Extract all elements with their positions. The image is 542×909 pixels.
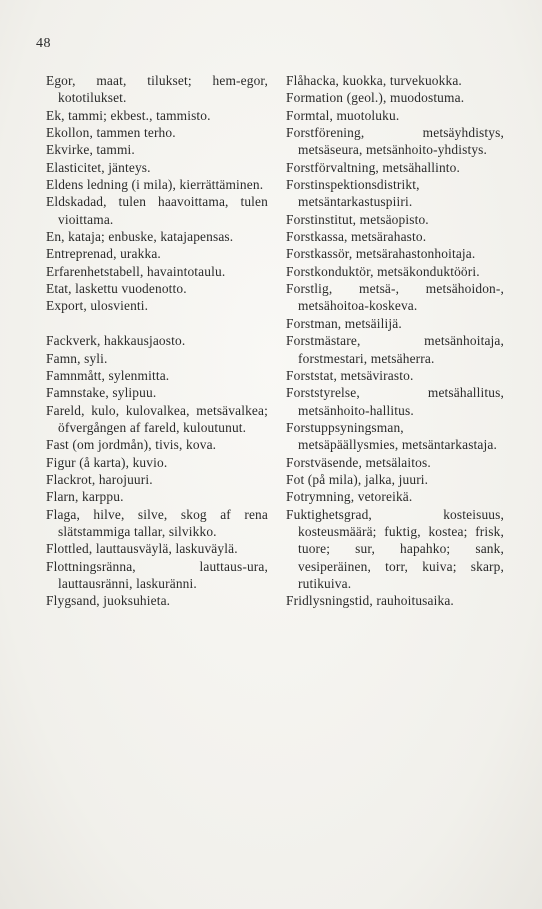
dictionary-entry: Erfarenhetstabell, havaintotaulu. <box>46 263 226 279</box>
dictionary-entry: Fot (på mila), jalka, juuri. <box>286 471 429 487</box>
section-gap <box>46 315 268 332</box>
dictionary-entry: Famnstake, sylipuu. <box>46 385 157 401</box>
dictionary-entry: Flaga, hilve, silve, skog af rena slätstammiga tallar, silvikko. <box>46 506 268 539</box>
dictionary-entry: Forstuppsyningsman, metsäpäällysmies, metsäntarkastaja. <box>286 419 497 453</box>
right-column <box>286 72 504 610</box>
dictionary-entry: Forstlig, metsä-, metsähoidon-, metsähoitoa-koskeva. <box>286 281 504 314</box>
dictionary-entry: Famnmått, sylenmitta. <box>46 367 170 383</box>
dictionary-entry: Formation (geol.), muodostuma. <box>286 90 465 106</box>
dictionary-entry: Forstman, metsäilijä. <box>286 315 402 331</box>
dictionary-entry: Fast (om jordmån), tivis, kova. <box>46 437 217 453</box>
dictionary-entry: Flygsand, juoksuhieta. <box>46 593 171 609</box>
dictionary-entry: Fareld, kulo, kulovalkea, metsävalkea; öfvergången af fareld, kuloutunut. <box>46 402 268 435</box>
dictionary-entry: Etat, laskettu vuodenotto. <box>46 281 187 297</box>
dictionary-entry: Forstmästare, metsänhoitaja, forstmestari, metsäherra. <box>286 333 504 366</box>
dictionary-entry: Flackrot, harojuuri. <box>46 471 153 487</box>
dictionary-entry: Forstkassa, metsärahasto. <box>286 229 427 245</box>
dictionary-entry: Eldskadad, tulen haavoittama, tulen vioittama. <box>46 194 268 227</box>
dictionary-entry: Flottled, lauttausväylä, laskuväylä. <box>46 541 238 557</box>
dictionary-entry: Fackverk, hakkausjaosto. <box>46 333 186 349</box>
dictionary-entry: Forstkonduktör, metsäkonduktööri. <box>286 263 480 279</box>
dictionary-entry: Egor, maat, tilukset; hem-egor, kototilukset. <box>46 73 268 106</box>
dictionary-entry: Formtal, muotoluku. <box>286 107 400 123</box>
dictionary-entry: Figur (å karta), kuvio. <box>46 454 168 470</box>
dictionary-entry: Forstförening, metsäyhdistys, metsäseura, metsänhoito-yhdistys. <box>286 125 504 158</box>
dictionary-entry: Fotrymning, vetoreikä. <box>286 489 413 505</box>
dictionary-entry: Eldens ledning (i mila), kierrättäminen. <box>46 177 264 193</box>
dictionary-entry: Flottningsränna, lauttaus-ura, lauttausränni, laskuränni. <box>46 558 268 591</box>
dictionary-entry: Export, ulosvienti. <box>46 298 149 314</box>
dictionary-entry: Flarn, karppu. <box>46 489 124 505</box>
dictionary-entry: Forststyrelse, metsähallitus, metsänhoito-hallitus. <box>286 385 504 418</box>
dictionary-entry: Forststat, metsävirasto. <box>286 367 414 383</box>
dictionary-entry: Forstkassör, metsärahastonhoitaja. <box>286 246 476 262</box>
dictionary-entry: Ekollon, tammen terho. <box>46 125 176 141</box>
dictionary-entry: Elasticitet, jänteys. <box>46 159 151 175</box>
dictionary-entry: Forstinspektionsdistrikt, metsäntarkastuspiiri. <box>286 177 420 210</box>
dictionary-entry: Forstförvaltning, metsähallinto. <box>286 159 461 175</box>
dictionary-entry: Flåhacka, kuokka, turvekuokka. <box>286 73 462 88</box>
dictionary-entry: Forstinstitut, metsäopisto. <box>286 211 429 227</box>
dictionary-entry: En, kataja; enbuske, katajapensas. <box>46 229 234 245</box>
dictionary-entry: Forstväsende, metsälaitos. <box>286 454 431 470</box>
dictionary-entry: Ekvirke, tammi. <box>46 142 135 158</box>
page-number: 48 <box>36 36 51 51</box>
dictionary-entry: Ek, tammi; ekbest., tammisto. <box>46 107 211 123</box>
left-column <box>46 72 268 610</box>
dictionary-entry: Entreprenad, urakka. <box>46 246 161 262</box>
dictionary-entry: Fridlysningstid, rauhoitusaika. <box>286 593 454 609</box>
dictionary-entry: Fuktighetsgrad, kosteisuus, kosteusmäärä; fuktig, kostea; frisk, tuore; sur, hapahko; sank, vesiperäinen, torr, kuiva; skarp, rutikuiva. <box>286 506 504 591</box>
dictionary-entry: Famn, syli. <box>46 350 108 366</box>
